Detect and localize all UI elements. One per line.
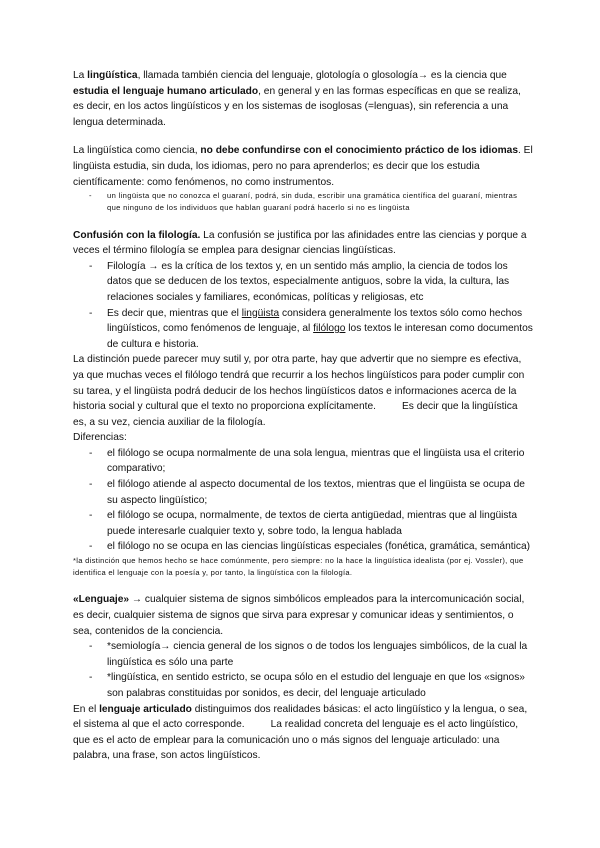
- paragraph-science: [73, 143, 533, 190]
- paragraph-definition: [73, 68, 533, 130]
- paragraph-distinction: [73, 352, 533, 446]
- text: La distinción puede parecer muy sutil y, por otra parte, hay que advertir que no siempre es efectiva, ya que muchas veces el filólogo tendrá que recurrir a los hechos lingüísticos para poder cumplir con su tarea, y el lingüista podrá deducir de los hechos lingüísticos datos e informaciones acerca de la historia social y cultural que el texto no proporciona explícitamente.: [73, 354, 525, 413]
- text: La realidad concreta del lenguaje es el acto lingüístico, que es el acto de emplear para la comunicación uno o más signos del lenguaje articulado: una palabra, una frase, son actos lingüísticos.: [73, 719, 519, 762]
- document-page: [73, 68, 533, 764]
- list-item: - el filólogo no se ocupa en las ciencias lingüísticas especiales (fonética, gramática, semántica): [73, 539, 533, 555]
- text: distinguimos dos realidades básicas: el acto lingüístico y la lengua, o sea, el sistema al que el acto corresponde.: [73, 703, 528, 731]
- text: considera generalmente los textos sólo como hechos lingüísticos, como fenómenos de lenguaje, al: [107, 307, 523, 335]
- text: Diferencias:: [73, 432, 127, 444]
- differences-list: [73, 446, 533, 555]
- bullet-list: [73, 190, 533, 214]
- list-item: - un lingüista que no conozca el guaraní, podrá, sin duda, escribir una gramática científica del guaraní, mientras que ninguno de los individuos que hablan guaraní podrá hacerlo si no es lingüista: [73, 190, 533, 214]
- text: → cualquier sistema de signos simbólicos empleados para la intercomunicación social, es decir, cualquier sistema de signos que sirva para expresar y comunicar ideas y sentimientos, o sea, contenidos de la conciencia.: [73, 594, 525, 637]
- list-item: - *lingüística, en sentido estricto, se ocupa sólo en el estudio del lenguaje en que los «signos» son palabras constituidas por sonidos, es decir, del lenguaje articulado: [73, 670, 533, 701]
- list-item: - Filología → es la crítica de los textos y, en un sentido más amplio, la ciencia de todos los datos que se deducen de los textos, especialmente antiguos, sobre la vida, la cultura, las relaciones sociales y familiares, económicas, políticas y religiosas, etc: [73, 259, 533, 306]
- footnote: *la distinción que hemos hecho se hace comúnmente, pero siempre: no la hace la lingüística idealista (por ej. Vossler), que identifica el lenguaje con la poesía y, por tanto, la lingüística con la filología.: [73, 556, 524, 578]
- list-item: - el filólogo atiende al aspecto documental de los textos, mientras que el lingüista se ocupa de su aspecto lingüístico;: [73, 477, 533, 508]
- text: La confusión se justifica por las afinidades entre las ciencias y porque a veces el término filología se emplea para designar ciencias lingüísticas.: [73, 229, 527, 257]
- bold-heading: Confusión con la filología.: [73, 229, 201, 241]
- text: , llamada también ciencia del lenguaje, glotología o glosología→ es la ciencia que: [137, 70, 507, 81]
- text: La lingüística como ciencia,: [73, 145, 201, 157]
- list-item: - el filólogo se ocupa normalmente de una sola lengua, mientras que el lingüista usa el criterio comparativo;: [73, 446, 533, 477]
- list-item: - *semiología→ ciencia general de los signos o de todos los lenguajes simbólicos, de la cual la lingüística es sólo una parte: [73, 639, 533, 670]
- bold-term: lingüística: [87, 70, 138, 81]
- bullet-list: [73, 259, 533, 353]
- text: los textos le interesan como documentos de cultura e historia.: [107, 323, 533, 350]
- bold-term: «Lenguaje»: [73, 594, 130, 606]
- list-item: - el filólogo se ocupa, normalmente, de textos de cierta antigüedad, mientras que al lingüista puede interesarle cualquier texto y, sobre todo, la lengua hablada: [73, 508, 533, 539]
- paragraph-language: [73, 592, 533, 639]
- bold-phrase: no debe confundirse con el conocimiento práctico de los idiomas: [200, 145, 518, 157]
- underlined-term: lingüista: [241, 307, 280, 319]
- text: En el: [73, 703, 100, 715]
- bullet-list: [73, 639, 533, 701]
- paragraph-philology: [73, 228, 533, 259]
- text: La: [73, 70, 88, 81]
- paragraph-articulated: [73, 702, 533, 764]
- bold-phrase: lenguaje articulado: [99, 703, 192, 715]
- text: Es decir que, mientras que el: [107, 307, 242, 319]
- text: , en general y en las formas específicas en que se realiza, es decir, en los actos lingüísticos y en los sistemas de isoglosas (=lenguas), sin referencia a una lengua determinada.: [73, 85, 521, 128]
- text: Es decir que la lingüística es, a su vez, ciencia auxiliar de la filología.: [73, 401, 518, 428]
- list-item: [73, 306, 533, 353]
- text: . El lingüista estudia, sin duda, los idiomas, pero no para aprenderlos; es decir que los estudia científicamente: como fenómenos, no como instrumentos.: [73, 145, 533, 188]
- bold-phrase: estudia el lenguaje humano articulado: [73, 85, 259, 97]
- underlined-term: filólogo: [313, 323, 346, 335]
